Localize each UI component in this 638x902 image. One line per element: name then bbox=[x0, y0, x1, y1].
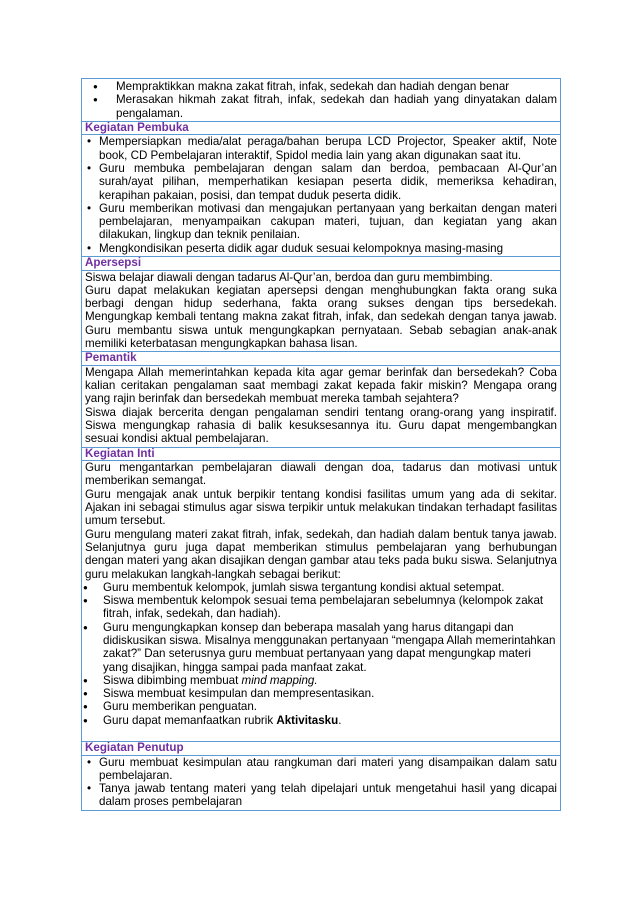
list-item: ● Merasakan hikmah zakat fitrah, infak, sedekah dan hadiah yang dinyatakan dalam pengalaman. bbox=[85, 93, 557, 120]
list-item: ● Guru mengungkapkan konsep dan beberapa masalah yang harus ditangapi dan didiskusikan siswa. Misalnya menggunakan pertanyaan “mengapa Allah memerintahkan zakat?” Dan seterusnya guru membuat pertanyaan yang dapat mengungkap materi yang disajikan, hingga sampai pada manfaat zakat. bbox=[85, 621, 557, 674]
intro-section bbox=[81, 78, 561, 121]
kegiatan-inti-section bbox=[81, 447, 561, 741]
step-text: Guru dapat memanfaatkan rubrik bbox=[103, 713, 277, 727]
kegiatan-penutup-section bbox=[81, 741, 561, 811]
paragraph: Mengapa Allah memerintahkan kepada kita agar gemar berinfak dan bersedekah? Coba kalian ceritakan pengalaman saat membagi zakat kepada fakir miskin? Mengapa orang yang rajin berinfak dan bersedekah membuat mereka tambah sejahtera? bbox=[85, 365, 557, 406]
intro-list bbox=[85, 80, 557, 120]
list-item: ● Siswa membuat kesimpulan dan mempresentasikan. bbox=[85, 687, 557, 700]
step-emphasis: mind mapping. bbox=[241, 673, 318, 687]
pemantik-section bbox=[81, 351, 561, 446]
list-item: ● Guru membentuk kelompok, jumlah siswa tergantung kondisi aktual setempat. bbox=[85, 581, 557, 594]
paragraph: Guru mengajak anak untuk berpikir tentang kondisi fasilitas umum yang ada di sekitar. Ajakan ini sebagai stimulus agar siswa terpikir untuk melakukan tindakan terhadapt fasilitas umum tersebut. bbox=[85, 487, 557, 528]
section-heading: Pemantik bbox=[82, 352, 560, 366]
list-item: ● Siswa membentuk kelompok sesuai tema pembelajaran sebelumnya (kelompok zakat fitrah, infak, sedekah, dan hadiah). bbox=[85, 594, 557, 621]
step-text: Siswa dibimbing membuat bbox=[103, 673, 242, 687]
list-item: • Tanya jawab tentang materi yang telah dipelajari untuk mengetahui hasil yang dicapai dalam proses pembelajaran bbox=[85, 782, 557, 809]
kegiatan-pembuka-section bbox=[81, 121, 561, 256]
list-item: • Mengkondisikan peserta didik agar duduk sesuai kelompoknya masing-masing bbox=[85, 242, 557, 255]
section-heading: Apersepsi bbox=[82, 257, 560, 271]
list-item: • Guru membuka pembelajaran dengan salam dan berdoa, pembacaan Al-Qur’an surah/ayat pilihan, memperhatikan kesiapan peserta didik, memeriksa kehadiran, kerapihan pakaian, posisi, dan tempat duduk peserta didik. bbox=[85, 162, 557, 202]
section-heading: Kegiatan Pembuka bbox=[82, 122, 560, 136]
lesson-plan-table bbox=[81, 78, 561, 811]
list-item bbox=[85, 714, 557, 727]
paragraph: Guru mengulang materi zakat fitrah, infak, sedekah, dan hadiah dalam bentuk tanya jawab. Selanjutnya guru juga dapat memberikan stimulus pembelajaran yang berhubungan dengan materi yang akan disajikan dengan gambar atau teks pada buku siswa. Selanjutnya guru melakukan langkah-langkah sebagai berikut: bbox=[85, 527, 557, 581]
list-item: • Guru membuat kesimpulan atau rangkuman dari materi yang disampaikan dalam satu pembelajaran. bbox=[85, 756, 557, 783]
paragraph: Siswa belajar diawali dengan tadarus Al-Qur’an, berdoa dan guru membimbing. bbox=[85, 270, 493, 284]
step-text: . bbox=[338, 713, 342, 727]
penutup-list bbox=[85, 756, 557, 809]
section-heading: Kegiatan Penutup bbox=[82, 742, 560, 756]
section-heading: Kegiatan Inti bbox=[82, 448, 560, 462]
list-item: ● Guru memberikan penguatan. bbox=[85, 700, 557, 713]
paragraph: Siswa diajak bercerita dengan pengalaman sendiri tentang orang-orang yang inspiratif. Siswa mengungkap rahasia di balik kesuksesannya itu. Guru dapat mengembangkan sesuai kondisi aktual pembelajaran. bbox=[85, 405, 557, 446]
paragraph: Guru mengantarkan pembelajaran diawali dengan doa, tadarus dan motivasi untuk memberikan semangat. bbox=[85, 461, 557, 488]
list-item bbox=[85, 674, 557, 687]
list-item: • Guru memberikan motivasi dan mengajukan pertanyaan yang berkaitan dengan materi pembelajaran, menyampaikan cakupan materi, tujuan, dan kegiatan yang akan dilakukan, lingkup dan teknik penilaian. bbox=[85, 202, 557, 242]
list-item: • Mempersiapkan media/alat peraga/bahan berupa LCD Projector, Speaker aktif, Note book, CD Pembelajaran interaktif, Spidol media lain yang akan digunakan saat itu. bbox=[85, 135, 557, 162]
rubric-name: Aktivitasku bbox=[276, 713, 339, 727]
paragraph: Guru dapat melakukan kegiatan apersepsi dengan menghubungkan fakta orang suka berbagi dengan hidup sederhana, fakta orang sukses dengan tips bersedekah. Mengungkap kembali tentang makna zakat fitrah, infak, dan sedekah dengan tanya jawab. Guru membantu siswa untuk mengungkapkan pernyataan. Sebab sebagian anak-anak memiliki keterbatasan mengungkapkan bahasa lisan. bbox=[85, 283, 557, 351]
apersepsi-section bbox=[81, 256, 561, 351]
list-item: ● Mempraktikkan makna zakat fitrah, infak, sedekah dan hadiah dengan benar bbox=[85, 80, 557, 93]
pembuka-list bbox=[85, 135, 557, 255]
inti-steps-list bbox=[85, 581, 557, 727]
spacer bbox=[85, 727, 557, 740]
